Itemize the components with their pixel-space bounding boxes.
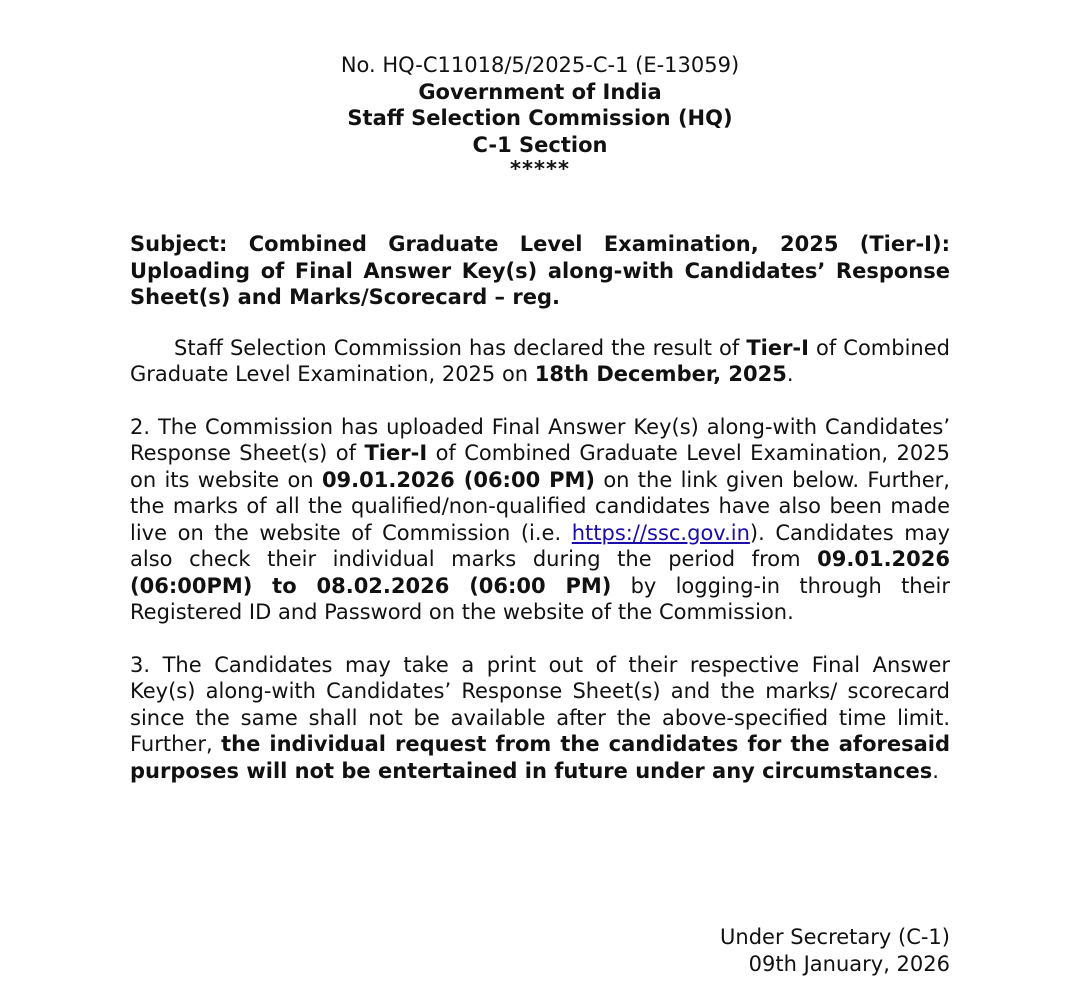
para2-text-5: by logging-in through their Registered ID and Password on the website of the Commission. xyxy=(130,573,950,624)
section-line: C-1 Section xyxy=(472,132,608,157)
signature-block xyxy=(720,924,950,977)
para3-bold-warning: the individual request from the candidates for the aforesaid purposes will not be entertained in future under any circumstances xyxy=(130,732,950,783)
para2-text-1: 2. The Commission has uploaded Final Answer Key(s) along-with Candidates’ Response Sheet(s) of xyxy=(130,414,950,465)
government-line: Government of India xyxy=(418,79,662,104)
para2-text-3: on the link given below. Further, the marks of all the qualified/non-qualified candidates have also been made live on the website of Commission (i.e. xyxy=(130,467,950,545)
notice-page xyxy=(130,52,950,784)
signature-date: 09th January, 2026 xyxy=(748,951,950,976)
para1-text-2: of Combined Graduate Level Examination, 2025 on xyxy=(130,335,950,386)
commission-line: Staff Selection Commission (HQ) xyxy=(347,106,733,130)
para2-text-2: of Combined Graduate Level Examination, 2025 on its website on xyxy=(130,441,950,492)
para1-text-1: Staff Selection Commission has declared the result of xyxy=(174,335,747,360)
para2-bold-tier: Tier-I xyxy=(364,441,428,465)
paragraph-1 xyxy=(130,335,950,388)
para3-text-2: . xyxy=(932,758,939,783)
para3-text-1: 3. The Candidates may take a print out of their respective Final Answer Key(s) along-with Candidates’ Response Sheet(s) and the marks/ scorecard since the same shall not be available after the above-specified time limit. Further, xyxy=(130,652,950,756)
separator-stars: ***** xyxy=(510,157,570,181)
signatory-designation: Under Secretary (C-1) xyxy=(720,925,950,949)
para2-text-4: ). Candidates may also check their individual marks during the period from xyxy=(130,520,950,571)
para1-bold-tier: Tier-I xyxy=(746,335,809,360)
paragraph-3 xyxy=(130,652,950,785)
para2-bold-period: 09.01.2026 (06:00PM) to 08.02.2026 (06:00 PM) xyxy=(130,547,950,598)
reference-number: No. HQ-C11018/5/2025-C-1 (E-13059) xyxy=(340,53,740,77)
notice-header xyxy=(130,52,950,180)
para1-text-3: . xyxy=(786,362,794,386)
subject-line: Subject: Combined Graduate Level Examination, 2025 (Tier-I): Uploading of Final Answer Key(s) along-with Candidates’ Response Sheet(s) and Marks/Scorecard – reg. xyxy=(130,232,950,309)
paragraph-2 xyxy=(130,414,950,626)
para2-bold-upload-date: 09.01.2026 (06:00 PM) xyxy=(321,467,596,492)
para1-bold-date: 18th December, 2025 xyxy=(534,362,787,386)
ssc-website-link[interactable]: https://ssc.gov.in xyxy=(571,520,750,545)
